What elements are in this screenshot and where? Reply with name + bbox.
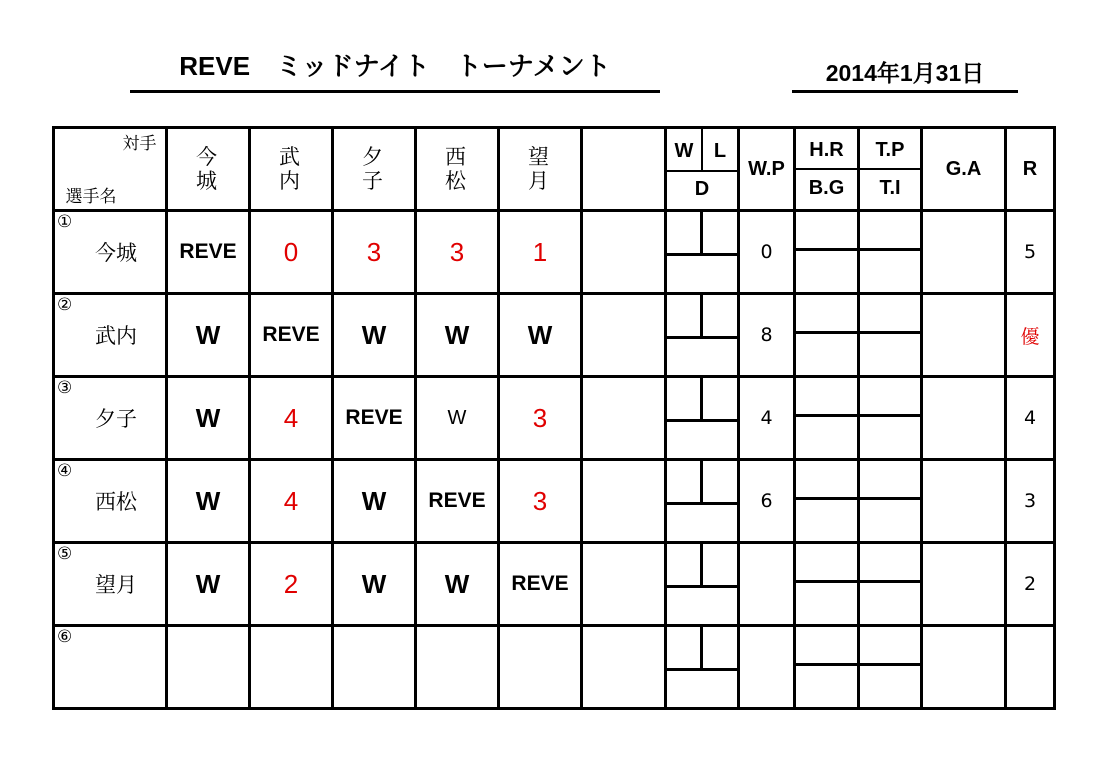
opponent-header-char: 子 — [362, 169, 383, 193]
column-line — [920, 126, 923, 707]
result-cell: REVE — [345, 406, 403, 429]
result-cell: 4 — [283, 402, 299, 433]
header-ti: T.I — [879, 176, 901, 199]
player-number: ① — [57, 212, 73, 232]
player-number: ⑥ — [57, 627, 73, 647]
corner-player-label: 選手名 — [65, 186, 117, 207]
result-cell: REVE — [179, 240, 237, 263]
hr-bg-split-line — [793, 497, 857, 500]
result-cell — [334, 627, 414, 707]
result-cell: W — [195, 402, 221, 433]
result-cell: REVE — [428, 489, 486, 512]
result-cell — [500, 627, 580, 707]
header-d: D — [694, 177, 710, 200]
wld-split-line — [664, 419, 737, 422]
result-cell: 4 — [283, 485, 299, 516]
win-points — [740, 544, 793, 624]
header-l: L — [713, 139, 727, 162]
opponent-header-char: 月 — [528, 169, 549, 193]
win-points: 6 — [760, 490, 773, 512]
result-cell: W — [527, 319, 553, 350]
player-name: 望月 — [95, 573, 137, 597]
result-cell: 2 — [283, 568, 299, 599]
tp-ti-split-line — [857, 414, 920, 417]
result-cell: 3 — [366, 236, 382, 267]
wl-split-line — [700, 295, 703, 338]
opponent-header — [248, 129, 331, 209]
column-line — [664, 126, 667, 707]
column-line — [1053, 126, 1056, 707]
opponent-header-char: 今 — [196, 145, 217, 169]
result-cell — [251, 627, 331, 707]
wl-split-line — [700, 627, 703, 670]
result-cell: W — [195, 319, 221, 350]
tp-ti-split-line — [857, 331, 920, 334]
hr-bg-split-line — [793, 414, 857, 417]
win-points: 4 — [760, 407, 773, 429]
wld-split-line — [664, 502, 737, 505]
column-line — [580, 126, 583, 707]
tournament-date: 2014年1月31日 — [825, 60, 985, 86]
opponent-header — [331, 129, 414, 209]
table-border-bottom — [52, 707, 1056, 710]
player-number: ④ — [57, 461, 73, 481]
header-bg: B.G — [808, 176, 845, 199]
header-ga: G.A — [945, 157, 982, 180]
header-r: R — [1022, 157, 1038, 180]
player-number: ② — [57, 295, 73, 315]
result-cell: W — [195, 568, 221, 599]
opponent-header-char: 城 — [196, 169, 217, 193]
result-cell: 3 — [449, 236, 465, 267]
hr-bg-split-line — [793, 663, 857, 666]
opponent-header — [414, 129, 497, 209]
result-cell — [417, 627, 497, 707]
win-points: 8 — [760, 324, 773, 346]
result-cell: 0 — [283, 236, 299, 267]
result-cell: W — [361, 568, 387, 599]
player-number: ⑤ — [57, 544, 73, 564]
page-title: REVE ミッドナイト トーナメント — [179, 51, 611, 81]
result-cell: 3 — [532, 402, 548, 433]
result-cell: W — [444, 568, 470, 599]
win-points — [740, 627, 793, 707]
hr-bg-split-line — [793, 248, 857, 251]
rank: 5 — [1023, 241, 1037, 263]
opponent-header-char: 松 — [445, 169, 466, 193]
player-name: 今城 — [95, 241, 137, 265]
opponent-header — [165, 129, 248, 209]
hr-bg-split-line — [793, 331, 857, 334]
result-cell: W — [195, 485, 221, 516]
opponent-header-char: 内 — [279, 169, 300, 193]
opponent-header-char: 望 — [528, 145, 549, 169]
column-line — [52, 126, 55, 707]
wld-split-line — [664, 585, 737, 588]
wl-split-line — [700, 544, 703, 587]
rank: 2 — [1023, 573, 1037, 595]
opponent-header-char: 西 — [445, 145, 466, 169]
player-number: ③ — [57, 378, 73, 398]
result-cell: W — [361, 319, 387, 350]
result-cell: 1 — [532, 236, 548, 267]
header-hr: H.R — [809, 138, 844, 161]
result-cell: W — [447, 406, 467, 429]
wl-split-line — [700, 461, 703, 504]
tp-ti-split-line — [857, 497, 920, 500]
player-name: 武内 — [95, 324, 137, 348]
tp-ti-split-line — [857, 663, 920, 666]
player-name — [77, 627, 155, 707]
player-name: 夕子 — [95, 407, 137, 431]
header-w: W — [674, 139, 694, 162]
tp-ti-split-line — [857, 248, 920, 251]
result-cell: W — [361, 485, 387, 516]
wl-split-line — [700, 378, 703, 421]
player-name: 西松 — [95, 490, 137, 514]
corner-opponent-label: 対手 — [122, 133, 157, 154]
opponent-header-char: 武 — [279, 145, 300, 169]
rank: 3 — [1023, 490, 1037, 512]
win-points: 0 — [760, 241, 773, 263]
result-cell: 3 — [532, 485, 548, 516]
header-wp: W.P — [748, 157, 785, 180]
wld-split-line — [664, 253, 737, 256]
result-cell: W — [444, 319, 470, 350]
hr-bg-split-line — [793, 580, 857, 583]
wld-split-line — [664, 668, 737, 671]
result-cell: REVE — [262, 323, 320, 346]
wl-split-line — [700, 212, 703, 255]
result-cell — [168, 627, 248, 707]
header-tp: T.P — [875, 138, 905, 161]
result-cell: REVE — [511, 572, 569, 595]
rank: 4 — [1023, 407, 1037, 429]
rank — [1007, 627, 1053, 707]
rank: 優 — [1020, 325, 1040, 348]
opponent-header-char: 夕 — [362, 145, 383, 169]
tp-ti-split-line — [857, 580, 920, 583]
wld-split-line — [664, 336, 737, 339]
opponent-header — [497, 129, 580, 209]
